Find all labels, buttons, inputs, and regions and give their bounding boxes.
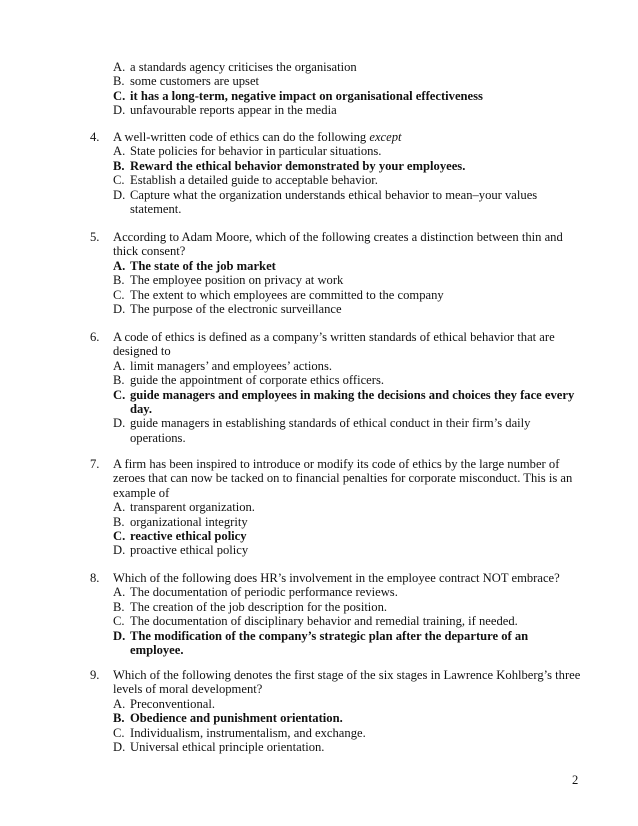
option-c: C. The extent to which employees are committed to the company <box>113 287 444 302</box>
question-8 <box>90 571 590 657</box>
question-stem: 4. A well-written code of ethics can do the following except <box>90 130 402 144</box>
option-b: B. guide the appointment of corporate ethics officers. <box>113 373 385 388</box>
option-c: C. Establish a detailed guide to acceptable behavior. <box>113 173 378 188</box>
option-c-correct: C. guide managers and employees in making the decisions and choices they face every day. <box>113 387 575 417</box>
option-b: B. organizational integrity <box>113 514 248 529</box>
page-number: 2 <box>572 773 579 787</box>
question-stem: 8. Which of the following does HR’s involvement in the employee contract NOT embrace? <box>90 571 560 585</box>
option-d-correct: D. The modification of the company’s strategic plan after the departure of an employee. <box>113 628 529 658</box>
option-a: A. limit managers’ and employees’ actions. <box>113 358 333 373</box>
question-6 <box>90 330 590 445</box>
option-d: D. unfavourable reports appear in the media <box>113 103 337 118</box>
option-a: A. a standards agency criticises the organisation <box>113 60 357 74</box>
option-c: C. Individualism, instrumentalism, and exchange. <box>113 725 366 740</box>
option-b-correct: B. Obedience and punishment orientation. <box>113 711 343 726</box>
option-b: B. The employee position on privacy at work <box>113 273 344 288</box>
question-stem: 5. According to Adam Moore, which of the following creates a distinction between thin and thick consent? <box>90 230 563 259</box>
option-d: D. Capture what the organization understands ethical behavior to mean–your values statement. <box>113 187 538 217</box>
option-a-correct: A. The state of the job market <box>113 258 276 273</box>
question-7 <box>90 457 590 558</box>
option-d: D. Universal ethical principle orientation. <box>113 740 325 755</box>
option-c-correct: C. reactive ethical policy <box>113 529 247 544</box>
question-stem: 6. A code of ethics is defined as a company’s written standards of ethical behavior that are designed to <box>90 330 555 359</box>
question-stem: 9. Which of the following denotes the first stage of the six stages in Lawrence Kohlberg’s three levels of moral development? <box>90 668 581 697</box>
option-c: C. The documentation of disciplinary behavior and remedial training, if needed. <box>113 614 518 629</box>
option-a: A. State policies for behavior in particular situations. <box>113 144 382 159</box>
question-4 <box>90 130 590 216</box>
stem-emphasis: except <box>369 130 402 144</box>
option-d: D. guide managers in establishing standards of ethical conduct in their firm’s daily operations. <box>113 416 531 445</box>
option-d: D. The purpose of the electronic surveillance <box>113 302 342 317</box>
option-b: B. some customers are upset <box>113 74 260 89</box>
option-b-correct: B. Reward the ethical behavior demonstrated by your employees. <box>113 158 466 173</box>
question-3-continued <box>90 60 590 118</box>
option-d: D. proactive ethical policy <box>113 543 249 558</box>
question-9 <box>90 668 590 754</box>
option-a: A. Preconventional. <box>113 696 215 711</box>
question-5 <box>90 230 590 316</box>
question-stem: 7. A firm has been inspired to introduce or modify its code of ethics by the large number of zeroes that can now be tacked on to financial penalties for corporate misconduct. This is an example of <box>90 457 573 500</box>
option-a: A. The documentation of periodic performance reviews. <box>113 585 398 600</box>
option-b: B. The creation of the job description for the position. <box>113 599 388 614</box>
option-a: A. transparent organization. <box>113 500 255 515</box>
option-c-correct: C. it has a long-term, negative impact on organisational effectiveness <box>113 88 483 103</box>
